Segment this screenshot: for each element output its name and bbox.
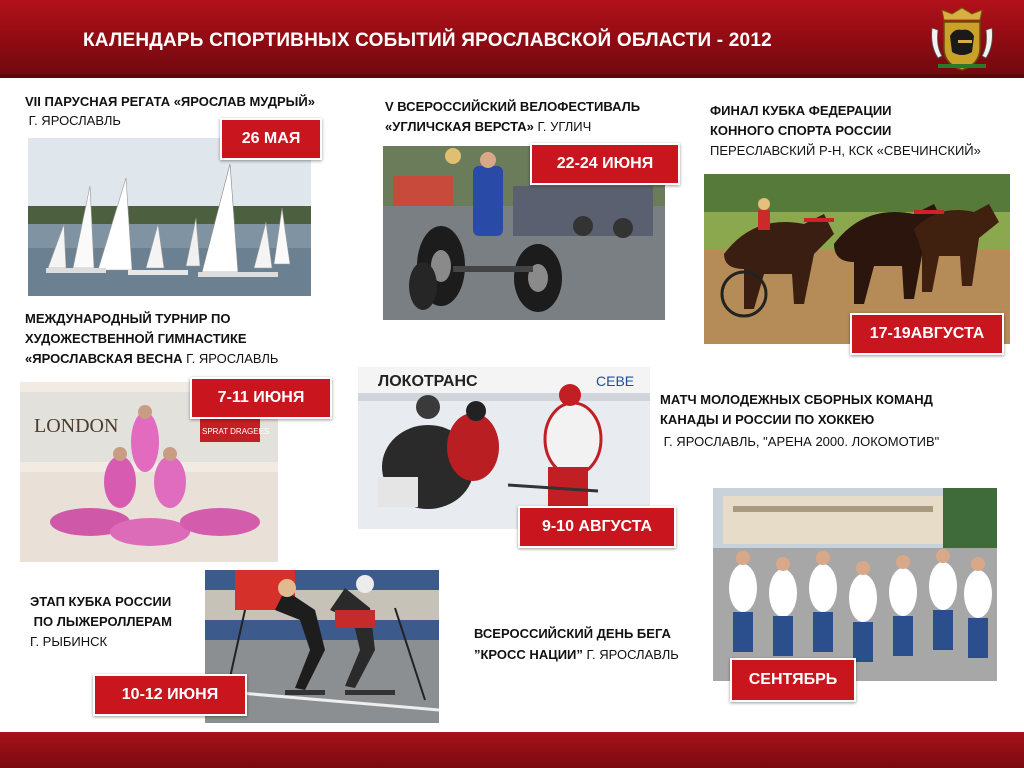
hockey-board-text-2: СЕВЕ (596, 373, 635, 389)
regatta-city: Г. ЯРОСЛАВЛЬ (28, 113, 121, 128)
gymnastics-date-badge: 7-11 ИЮНЯ (190, 377, 332, 419)
hockey-photo (358, 367, 650, 529)
equestrian-date-badge: 17-19АВГУСТА (850, 313, 1004, 355)
regatta-title: VII ПАРУСНАЯ РЕГАТА «ЯРОСЛАВ МУДРЫЙ» (25, 94, 315, 109)
gymnastics-title: МЕЖДУНАРОДНЫЙ ТУРНИР ПО (25, 311, 231, 326)
running-photo (713, 488, 997, 681)
page-title: КАЛЕНДАРЬ СПОРТИВНЫХ СОБЫТИЙ ЯРОСЛАВСКОЙ ОБЛАСТИ - 2012 (83, 30, 772, 51)
hockey-title: МАТЧ МОЛОДЕЖНЫХ СБОРНЫХ КОМАНД (660, 392, 933, 407)
cycling-subtitle: «УГЛИЧСКАЯ ВЕРСТА» Г. УГЛИЧ (385, 119, 592, 134)
rollerski-title: ЭТАП КУБКА РОССИИ (30, 594, 172, 609)
hockey-title-2: КАНАДЫ И РОССИИ ПО ХОККЕЮ (660, 412, 875, 427)
hockey-board-text: ЛОКОТРАНС (378, 373, 478, 390)
gymnastics-title-3: «ЯРОСЛАВСКАЯ ВЕСНА Г. ЯРОСЛАВЛЬ (25, 351, 279, 366)
header-bar (0, 0, 1024, 78)
rollerski-title-2: ПО ЛЫЖЕРОЛЛЕРАМ (33, 614, 172, 629)
equestrian-title-2: КОННОГО СПОРТА РОССИИ (710, 123, 892, 138)
equestrian-title: ФИНАЛ КУБКА ФЕДЕРАЦИИ (710, 103, 892, 118)
running-subtitle: ”КРОСС НАЦИИ” Г. ЯРОСЛАВЛЬ (474, 647, 679, 662)
cycling-date-badge: 22-24 ИЮНЯ (530, 143, 680, 185)
cycling-title: V ВСЕРОССИЙСКИЙ ВЕЛОФЕСТИВАЛЬ (385, 99, 641, 114)
hockey-venue: Г. ЯРОСЛАВЛЬ, "АРЕНА 2000. ЛОКОМОТИВ" (663, 434, 940, 449)
rollerski-city: Г. РЫБИНСК (30, 634, 108, 649)
running-date-badge: СЕНТЯБРЬ (730, 658, 856, 702)
equestrian-venue: ПЕРЕСЛАВСКИЙ Р-Н, КСК «СВЕЧИНСКИЙ» (710, 143, 981, 158)
hockey-date-badge: 9-10 АВГУСТА (518, 506, 676, 548)
coat-of-arms-bear-icon (928, 6, 996, 72)
regatta-photo (28, 138, 311, 296)
gymnastics-title-2: ХУДОЖЕСТВЕННОЙ ГИМНАСТИКЕ (25, 331, 247, 346)
gymnastics-banner-text: LONDON (34, 415, 119, 437)
gymnastics-banner-sub: SPRAT DRAGEES (202, 427, 270, 436)
regatta-date-badge: 26 МАЯ (220, 118, 322, 160)
footer-bar (0, 732, 1024, 768)
rollerski-date-badge: 10-12 ИЮНЯ (93, 674, 247, 716)
running-title: ВСЕРОССИЙСКИЙ ДЕНЬ БЕГА (474, 626, 671, 641)
